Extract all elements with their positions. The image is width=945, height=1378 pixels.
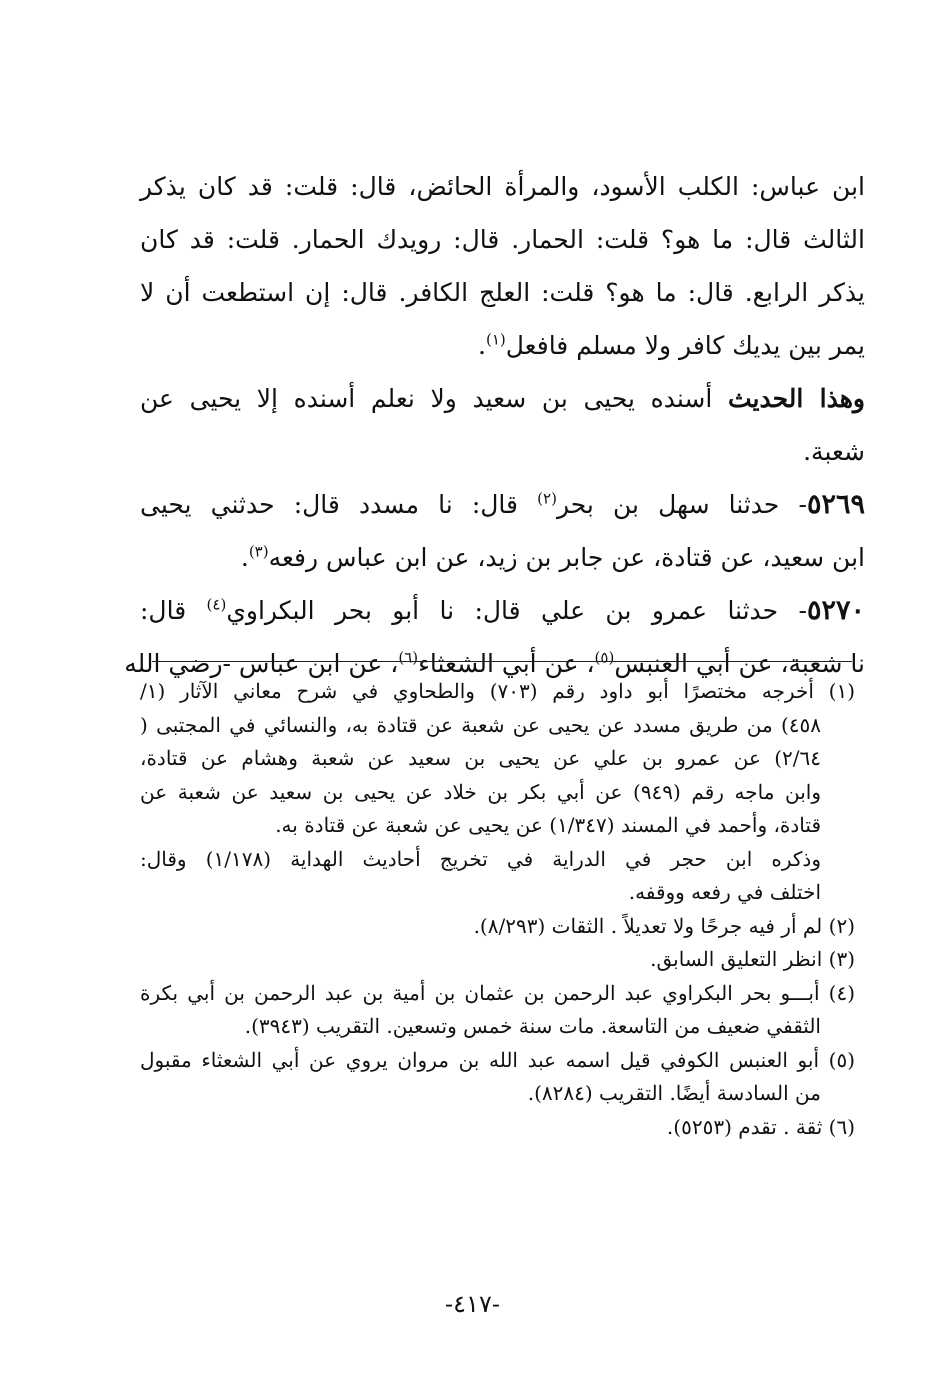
footnote-line: قتادة، وأحمد في المسند (١/٣٤٧) عن يحيى عن شعبة عن قتادة به.	[275, 813, 821, 837]
footnote-1-continuation	[140, 843, 855, 910]
footnote-6	[140, 1111, 855, 1145]
hadith-number: ٥٢٦٩	[806, 489, 865, 520]
footnote-5	[140, 1044, 855, 1111]
text-span: ، عن أبي الشعثاء	[418, 649, 595, 678]
footnote-line: (١) أخرجه مختصرًا أبو داود رقم (٧٠٣) والطحاوي في شرح معاني الآثار (١/	[140, 679, 855, 703]
punctuation: .	[478, 331, 486, 360]
text-span: قال: نا مسدد قال: حدثني يحيى	[140, 490, 518, 519]
text-line: شعبة.	[803, 437, 865, 466]
text-span: يمر بين يديك كافر ولا مسلم فافعل	[505, 331, 865, 360]
hadith-5269	[140, 478, 865, 584]
footnote-line: ٤٥٨) من طريق مسدد عن يحيى عن شعبة عن قتادة به، والنسائي في المجتبى (	[140, 712, 821, 737]
bold-phrase: وهذا الحديث	[727, 384, 866, 413]
paragraph-isnad-note	[140, 372, 865, 478]
text-span: قال:	[140, 596, 187, 625]
text-span: ، عن ابن عباس -رضي الله	[124, 649, 399, 678]
text-span: - حدثنا سهل بن بحر	[556, 490, 807, 519]
text-line: الثالث قال: ما هو؟ قلت: الحمار. قال: رويدك الحمار. قلت: قد كان	[140, 225, 865, 254]
footnote-line: (٣) انظر التعليق السابق.	[650, 947, 855, 971]
footnote-line: ٢/٦٤) عن عمرو بن علي عن يحيى بن سعيد عن شعبة وهشام عن قتادة،	[140, 746, 821, 770]
footnote-line: (٢) لم أر فيه جرحًا ولا تعديلاً . الثقات (٨/٢٩٣).	[473, 913, 855, 938]
footnote-ref: (٢)	[537, 489, 557, 508]
footnote-line: اختلف في رفعه ووقفه.	[628, 880, 821, 904]
footnote-line: (٤) أبـــو بحر البكراوي عبد الرحمن بن عثمان بن أمية بن عبد الرحمن بن أبي بكرة	[140, 980, 855, 1005]
text-span: أسنده يحيى بن سعيد ولا نعلم أسنده إلا يحيى عن	[140, 384, 713, 413]
footnote-2	[140, 910, 855, 944]
footnote-line: من السادسة أيضًا. التقريب (٨٢٨٤).	[527, 1081, 821, 1105]
paragraph-continuation	[140, 160, 865, 372]
footnote-ref: (٥)	[594, 648, 615, 667]
footnote-ref: (٣)	[248, 542, 269, 561]
text-line: ابن سعيد، عن قتادة، عن جابر بن زيد، عن ابن عباس رفعه$^{(٣)}$.	[240, 542, 865, 572]
footnotes	[140, 675, 855, 1144]
text-span: نا شعبة، عن أبي العنبس	[614, 649, 865, 678]
footnote-line: الثقفي ضعيف من التاسعة. مات سنة خمس وتسعين. التقريب (٣٩٤٣).	[244, 1014, 821, 1038]
text-line	[140, 478, 865, 531]
footnote-3	[140, 943, 855, 977]
footnote-ref: (٤)	[206, 595, 227, 614]
text-span: - حدثنا عمرو بن علي قال: نا أبو بحر البكراوي	[226, 596, 807, 625]
main-text	[124, 160, 866, 690]
footnote-4	[140, 977, 855, 1044]
text-line	[140, 319, 865, 372]
footnote-ref: (٦)	[398, 648, 419, 667]
hadith-number: ٥٢٧٠	[806, 595, 865, 626]
footnote-line: وذكره ابن حجر في الدراية في تخريج أحاديث الهداية (١/١٧٨) وقال:	[140, 846, 821, 871]
text-line	[140, 584, 865, 637]
text-line: يذكر الرابع. قال: ما هو؟ قلت: العلج الكافر. قال: إن استطعت أن لا	[140, 278, 865, 307]
text-line	[140, 372, 865, 425]
text-line: ابن عباس: الكلب الأسود، والمرأة الحائض، قال: قلت: قد كان يذكر	[140, 172, 865, 201]
footnote-1	[140, 675, 855, 843]
footnote-ref: (١)	[485, 330, 506, 349]
footnote-divider	[152, 661, 852, 662]
page-number: -٤١٧-	[445, 1290, 500, 1318]
text-span: ابن سعيد، عن قتادة، عن جابر بن زيد، عن ابن عباس رفعه	[268, 543, 865, 572]
footnote-line: (٥) أبو العنبس الكوفي قيل اسمه عبد الله بن مروان يروي عن أبي الشعثاء مقبول	[140, 1047, 855, 1072]
footnote-line: وابن ماجه رقم (٩٤٩) عن أبي بكر بن خلاد عن يحيى بن سعيد عن شعبة عن	[140, 779, 821, 804]
footnote-line: (٦) ثقة . تقدم (٥٢٥٣).	[666, 1114, 855, 1139]
